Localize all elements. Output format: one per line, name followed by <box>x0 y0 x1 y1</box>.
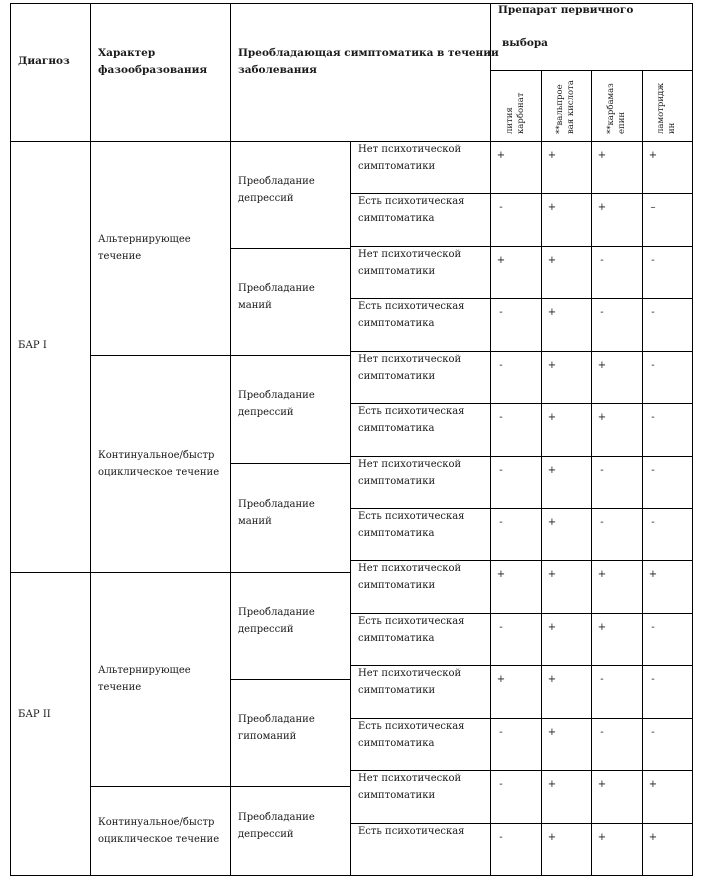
psychotic-symptoms-label: Есть психотическая симптоматика <box>358 616 465 644</box>
header-first-choice-drug-cont: выбора <box>502 37 548 49</box>
diagnosis-label: БАР II <box>18 709 51 720</box>
psychotic-symptoms-label: Нет психотической симптоматики <box>358 144 462 172</box>
predominance-label: Преобладание депрессий <box>238 176 315 204</box>
header-first-choice-drug: Препарат первичного <box>498 4 634 16</box>
drug-mark: - <box>651 255 655 266</box>
rule-vertical <box>230 3 231 876</box>
drug-mark: + <box>547 412 557 423</box>
diagnosis-label: БАР I <box>18 340 47 351</box>
drug-mark: + <box>597 569 607 580</box>
drug-mark: + <box>547 569 557 580</box>
drug-mark: - <box>499 779 503 790</box>
drug-mark: + <box>547 307 557 318</box>
course-label: Континуальное/быстр оциклическое течение <box>98 817 220 845</box>
drug-mark: - <box>600 307 604 318</box>
psychotic-symptoms-label: Есть психотическая <box>358 826 465 837</box>
rule-horizontal <box>10 572 231 573</box>
predominance-label: Преобладание депрессий <box>238 390 315 418</box>
rule-vertical <box>642 70 643 876</box>
course-label: Континуальное/быстр оциклическое течение <box>98 450 220 478</box>
rule-vertical <box>90 3 91 876</box>
drug-mark: - <box>499 517 503 528</box>
drug-mark: - <box>600 465 604 476</box>
drug-mark: - <box>499 360 503 371</box>
drug-mark: + <box>547 517 557 528</box>
drug-mark: - <box>499 727 503 738</box>
drug-mark: - <box>499 307 503 318</box>
psychotic-symptoms-label: Есть психотическая симптоматика <box>358 196 465 224</box>
drug-mark: + <box>597 360 607 371</box>
drug-mark: - <box>651 727 655 738</box>
predominance-label: Преобладание гипоманий <box>238 714 315 742</box>
drug-mark: + <box>597 412 607 423</box>
rule-horizontal <box>90 355 231 356</box>
drug-mark: + <box>648 779 658 790</box>
course-label: Альтернирующее течение <box>98 665 191 693</box>
drug-mark: + <box>547 674 557 685</box>
drug-mark: - <box>651 674 655 685</box>
drug-column-2: **вальпрое вая кислота <box>555 80 576 134</box>
drug-mark: + <box>547 727 557 738</box>
psychotic-symptoms-label: Нет психотической симптоматики <box>358 563 462 591</box>
drug-mark: - <box>600 727 604 738</box>
rule-vertical <box>490 3 491 876</box>
drug-mark: + <box>547 779 557 790</box>
rule-horizontal <box>90 786 231 787</box>
drug-mark: + <box>547 360 557 371</box>
drug-mark: - <box>651 360 655 371</box>
drug-mark: + <box>597 622 607 633</box>
drug-mark: - <box>651 465 655 476</box>
drug-mark: + <box>597 150 607 161</box>
psychotic-symptoms-label: Есть психотическая симптоматика <box>358 406 465 434</box>
rule-vertical <box>692 3 693 876</box>
drug-mark: - <box>499 465 503 476</box>
drug-mark: + <box>547 202 557 213</box>
psychotic-symptoms-label: Есть психотическая симптоматика <box>358 301 465 329</box>
drug-column-1: лития карбонат <box>504 92 526 134</box>
predominance-label: Преобладание маний <box>238 283 315 311</box>
drug-mark: + <box>496 255 506 266</box>
drug-mark: - <box>499 202 503 213</box>
drug-mark: + <box>496 569 506 580</box>
rule-horizontal <box>230 786 351 787</box>
drug-mark: + <box>547 465 557 476</box>
rule-vertical <box>541 70 542 876</box>
drug-mark: - <box>651 517 655 528</box>
header-predominant-symptoms: Преобладающая симптоматика в течении заболевания <box>238 47 499 76</box>
drug-mark: + <box>547 622 557 633</box>
drug-mark: - <box>651 622 655 633</box>
drug-mark: - <box>499 412 503 423</box>
drug-column-4: ламотридж ин <box>656 82 677 134</box>
psychotic-symptoms-label: Нет психотической симптоматики <box>358 668 462 696</box>
predominance-label: Преобладание депрессий <box>238 812 315 840</box>
psychotic-symptoms-label: Нет психотической симптоматики <box>358 354 462 382</box>
drug-mark: - <box>651 412 655 423</box>
drug-mark: + <box>496 674 506 685</box>
psychotic-symptoms-label: Есть психотическая симптоматика <box>358 511 465 539</box>
predominance-label: Преобладание депрессий <box>238 607 315 635</box>
header-phase-character: Характер фазообразования <box>98 47 208 76</box>
rule-horizontal <box>230 572 351 573</box>
rule-horizontal <box>230 679 351 680</box>
drug-mark: - <box>499 832 503 843</box>
psychotic-symptoms-label: Есть психотическая симптоматика <box>358 721 465 749</box>
course-label: Альтернирующее течение <box>98 234 191 262</box>
rule-horizontal <box>230 463 351 464</box>
drug-column-3: **карбамаз епин <box>605 83 627 134</box>
header-diagnosis: Диагноз <box>18 55 70 67</box>
drug-mark: – <box>650 202 656 213</box>
rule-horizontal <box>230 355 351 356</box>
drug-mark: - <box>651 307 655 318</box>
drug-mark: - <box>600 517 604 528</box>
psychotic-symptoms-label: Нет психотической симптоматики <box>358 249 462 277</box>
drug-mark: + <box>597 202 607 213</box>
drug-mark: - <box>499 622 503 633</box>
drug-mark: + <box>597 832 607 843</box>
drug-mark: + <box>648 832 658 843</box>
predominance-label: Преобладание маний <box>238 499 315 527</box>
drug-mark: + <box>597 779 607 790</box>
drug-mark: + <box>547 150 557 161</box>
drug-mark: + <box>648 569 658 580</box>
drug-mark: + <box>648 150 658 161</box>
drug-mark: - <box>600 255 604 266</box>
drug-mark: + <box>547 255 557 266</box>
psychotic-symptoms-label: Нет психотической симптоматики <box>358 773 462 801</box>
rule-vertical <box>591 70 592 876</box>
rule-vertical <box>10 3 11 876</box>
psychotic-symptoms-label: Нет психотической симптоматики <box>358 459 462 487</box>
drug-mark: + <box>496 150 506 161</box>
drug-mark: - <box>600 674 604 685</box>
rule-horizontal <box>230 248 351 249</box>
drug-mark: + <box>547 832 557 843</box>
